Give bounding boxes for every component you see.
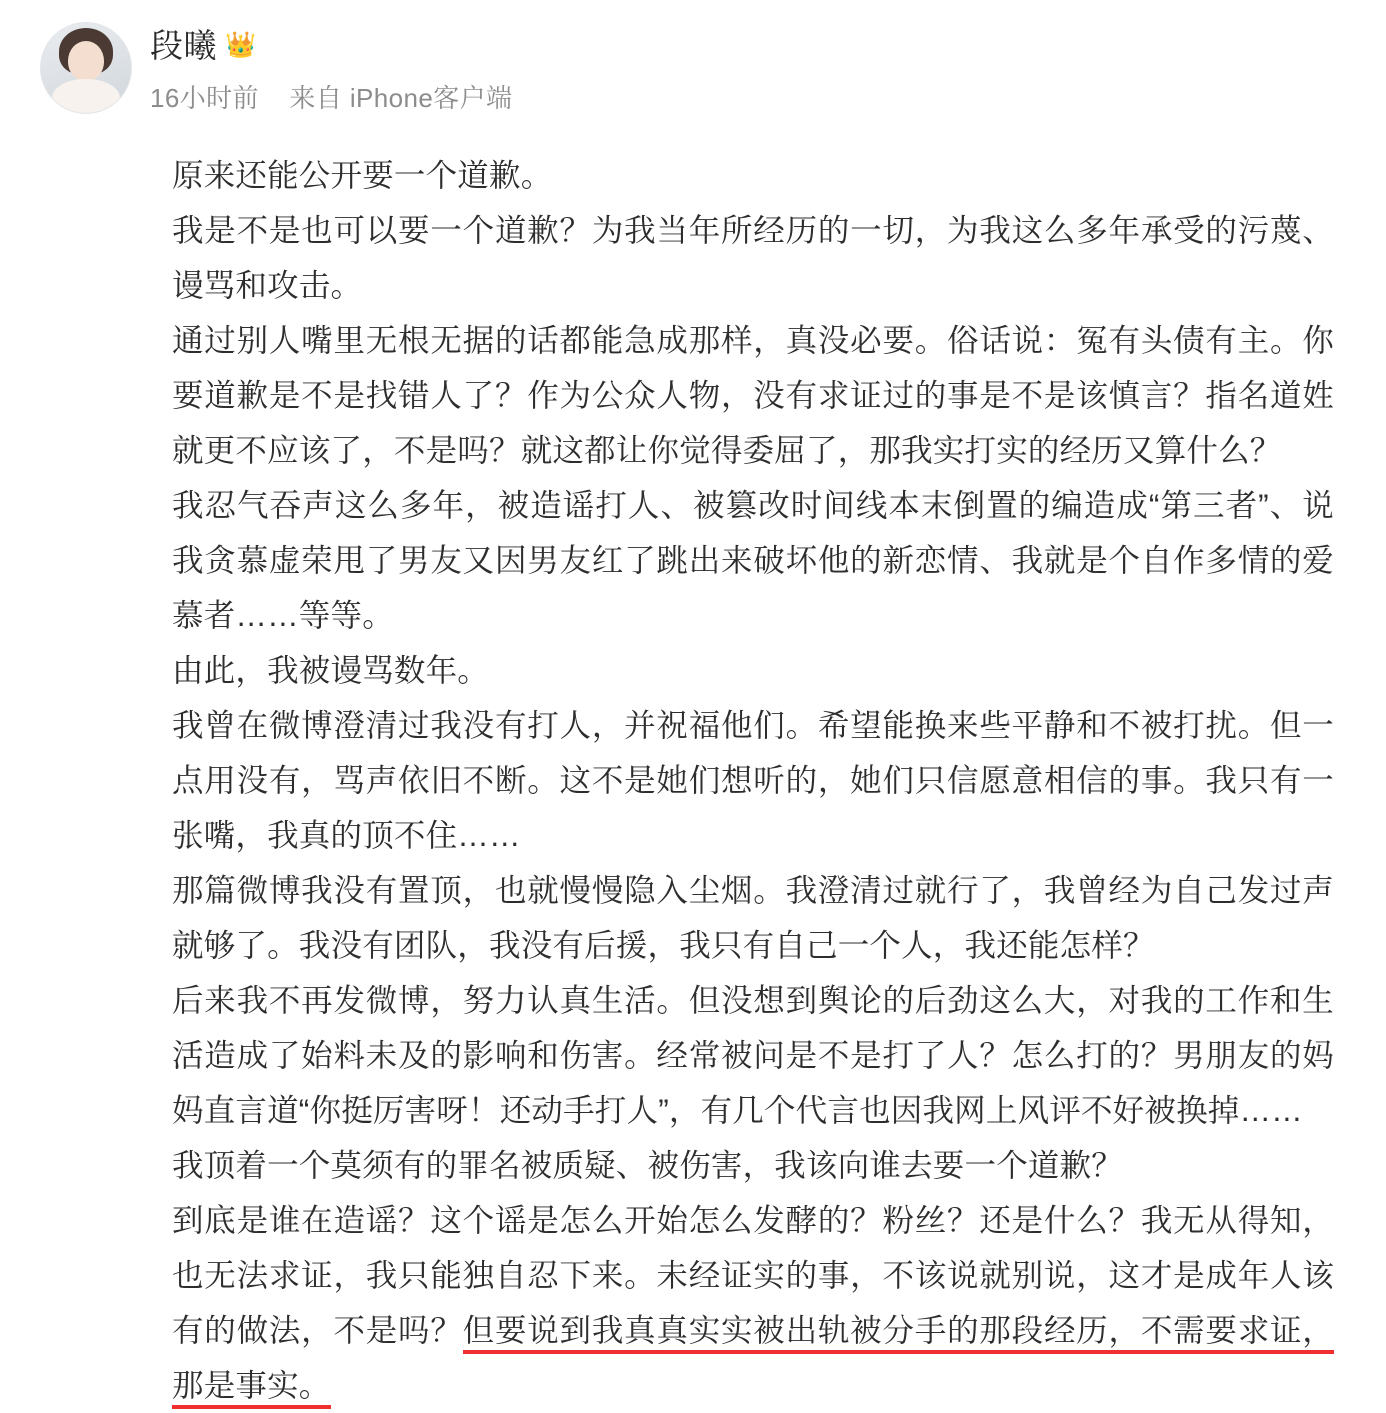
highlighted-text-secondary: 那是事实。	[172, 1367, 331, 1409]
post-time: 16小时前	[150, 82, 259, 113]
post-header	[40, 18, 1346, 136]
post-paragraph: 我忍气吞声这么多年，被造谣打人、被篡改时间线本末倒置的编造成“第三者”、说我贪慕虚荣甩了男友又因男友红了跳出来破坏他的新恋情、我就是个自作多情的爱慕者……等等。	[172, 487, 1334, 633]
post-content	[40, 148, 1346, 1413]
final-paragraph-prefix: 到底是谁在造谣？这个谣是怎么开始怎么发酵的？粉丝？还是什么？我无从得知，也无法求证，我只能独自忍下来。未经证实的事，不该说就别说，这才是成年人该有的做法，不是吗？	[172, 1202, 1334, 1348]
post-paragraph: 后来我不再发微博，努力认真生活。但没想到舆论的后劲这么大，对我的工作和生活造成了始料未及的影响和伤害。经常被问是不是打了人？怎么打的？男朋友的妈妈直言道“你挺厉害呀！还动手打人”，有几个代言也因我网上风评不好被换掉……	[172, 982, 1334, 1128]
post-paragraph: 原来还能公开要一个道歉。	[172, 157, 553, 193]
avatar-body	[52, 79, 120, 114]
post-source[interactable]: 来自 iPhone客户端	[289, 82, 513, 113]
avatar[interactable]	[40, 22, 132, 114]
post-meta	[150, 18, 512, 115]
avatar-face	[68, 41, 104, 81]
post-paragraph: 通过别人嘴里无根无据的话都能急成那样，真没必要。俗话说：冤有头债有主。你要道歉是不是找错人了？作为公众人物，没有求证过的事是不是该慎言？指名道姓就更不应该了，不是吗？就这都让你觉得委屈了，那我实打实的经历又算什么？	[172, 322, 1334, 468]
post-paragraph: 那篇微博我没有置顶，也就慢慢隐入尘烟。我澄清过就行了，我曾经为自己发过声就够了。我没有团队，我没有后援，我只有自己一个人，我还能怎样？	[172, 872, 1334, 963]
post-paragraph: 我曾在微博澄清过我没有打人，并祝福他们。希望能换来些平静和不被打扰。但一点用没有，骂声依旧不断。这不是她们想听的，她们只信愿意相信的事。我只有一张嘴，我真的顶不住……	[172, 707, 1334, 853]
post-paragraph: 我是不是也可以要一个道歉？为我当年所经历的一切，为我这么多年承受的污蔑、谩骂和攻击。	[172, 212, 1334, 303]
highlighted-text-primary: 但要说到我真真实实被出轨被分手的那段经历，不需要求证，	[463, 1312, 1334, 1354]
post-paragraph-final	[172, 1193, 1334, 1413]
author-row	[150, 26, 512, 66]
crown-badge-icon: 👑	[225, 31, 257, 60]
author-name[interactable]: 段曦	[150, 27, 217, 64]
post-paragraph: 我顶着一个莫须有的罪名被质疑、被伤害，我该向谁去要一个道歉？	[172, 1147, 1124, 1183]
post-timestamp	[150, 78, 512, 115]
post-paragraph: 由此，我被谩骂数年。	[172, 652, 490, 688]
